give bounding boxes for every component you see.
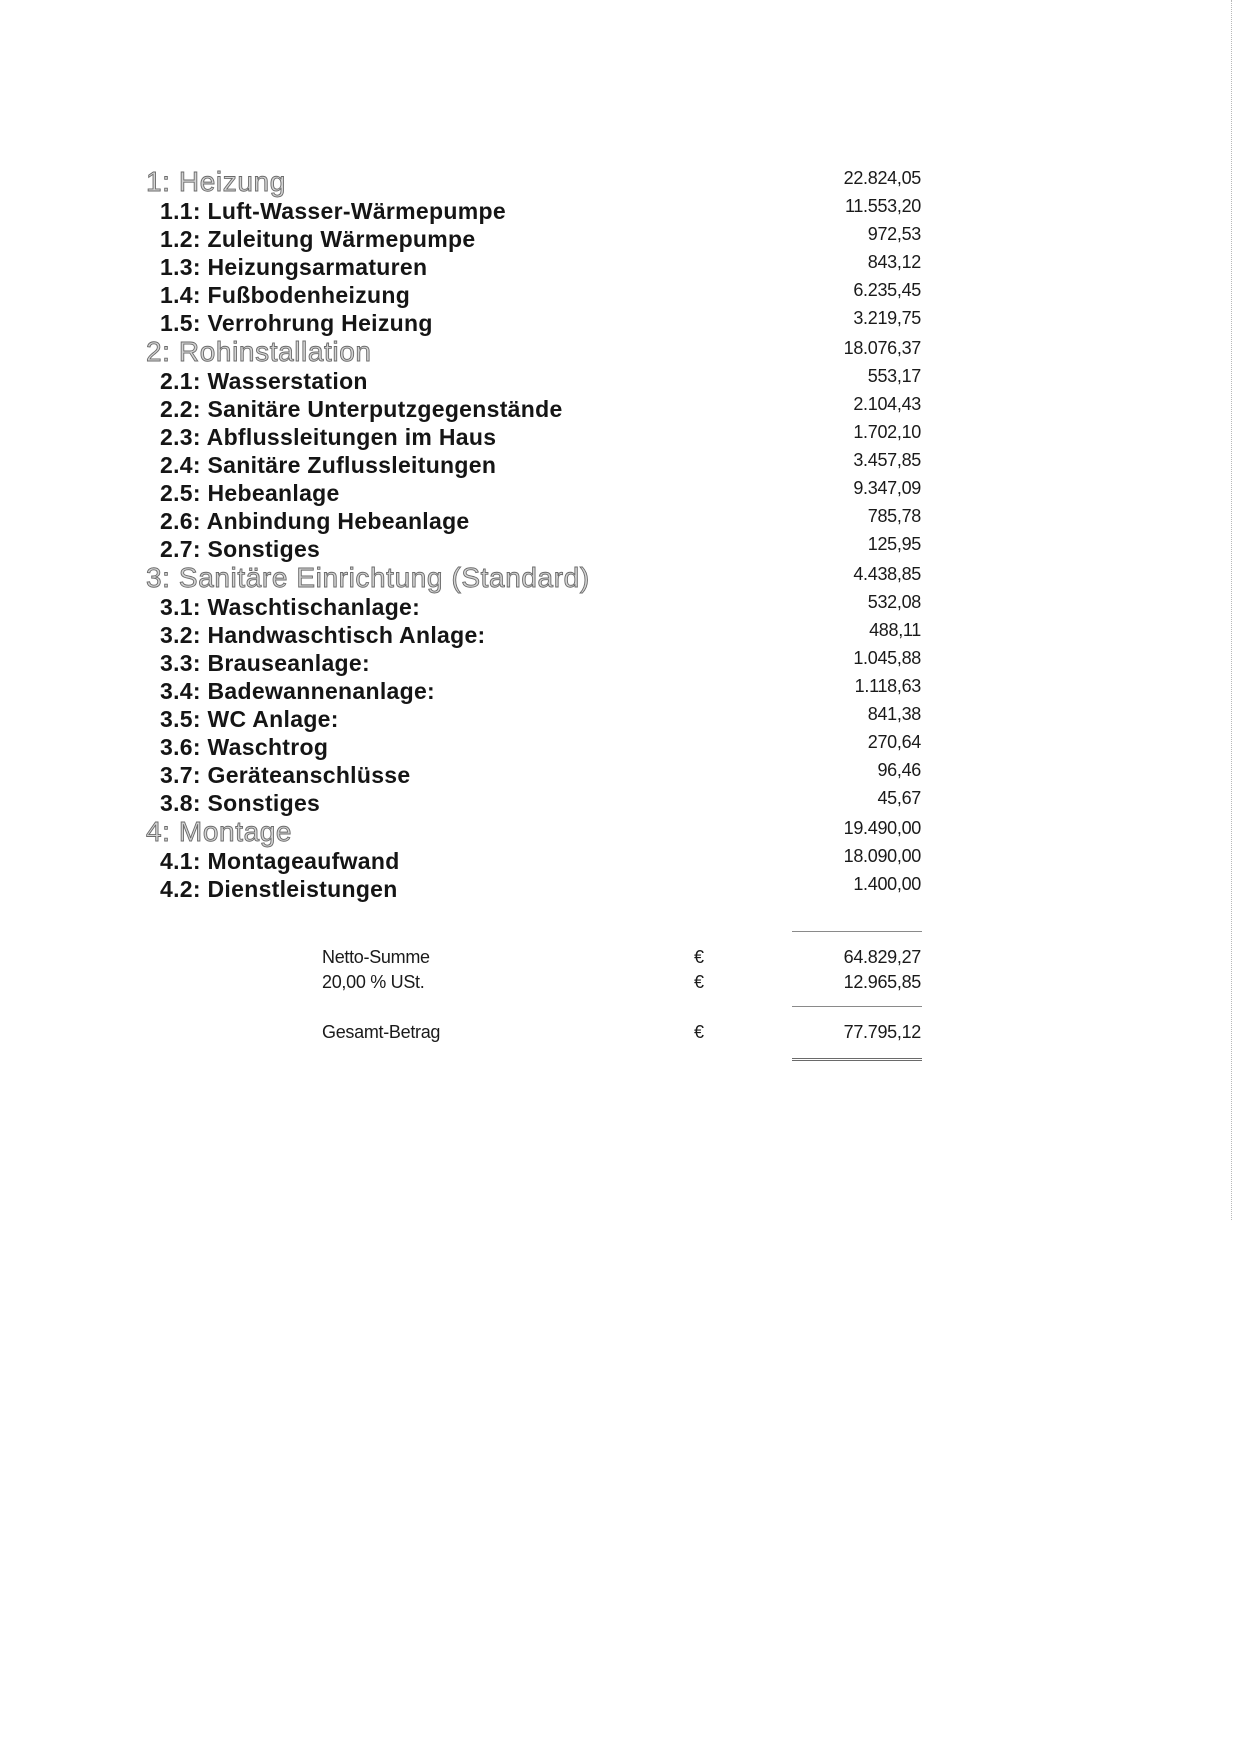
line-item-row (0, 846, 1241, 874)
ust-currency: € (694, 972, 705, 992)
section-amount: 22.824,05 (843, 168, 921, 188)
netto-summe-amount: 64.829,27 (843, 947, 921, 967)
line-item-label: 4.2: Dienstleistungen (160, 876, 398, 902)
line-item-row (0, 592, 1241, 620)
line-item-amount: 270,64 (867, 732, 921, 752)
line-item-label: 1.4: Fußbodenheizung (160, 282, 411, 308)
section-row (0, 818, 1241, 846)
line-item-label: 4.1: Montageaufwand (160, 848, 400, 874)
line-item-amount: 9.347,09 (853, 478, 921, 498)
section-title: 4: Montage (146, 816, 293, 847)
section-row (0, 338, 1241, 366)
line-item-label: 3.7: Geräteanschlüsse (160, 762, 411, 788)
gesamt-betrag-label: Gesamt-Betrag (322, 1022, 441, 1042)
line-item-row (0, 394, 1241, 422)
line-item-row (0, 224, 1241, 252)
line-item-label: 2.6: Anbindung Hebeanlage (160, 508, 470, 534)
line-item-label: 3.2: Handwaschtisch Anlage: (160, 622, 486, 648)
line-item-label: 3.3: Brauseanlage: (160, 650, 370, 676)
line-item-amount: 45,67 (877, 788, 921, 808)
line-item-row (0, 252, 1241, 280)
line-item-row (0, 506, 1241, 534)
line-item-amount: 1.702,10 (853, 422, 921, 442)
line-item-row (0, 788, 1241, 816)
line-item-row (0, 874, 1241, 902)
line-item-amount: 96,46 (877, 760, 921, 780)
line-item-label: 3.6: Waschtrog (160, 734, 329, 760)
line-item-row (0, 450, 1241, 478)
line-item-label: 2.4: Sanitäre Zuflussleitungen (160, 452, 497, 478)
line-item-amount: 1.118,63 (854, 676, 921, 696)
ust-label: 20,00 % USt. (322, 972, 425, 992)
cost-breakdown-list (0, 166, 1241, 902)
line-item-label: 3.4: Badewannenanlage: (160, 678, 436, 704)
section-row (0, 564, 1241, 592)
line-item-row (0, 760, 1241, 788)
line-item-amount: 553,17 (867, 366, 921, 386)
total-rule (792, 1006, 922, 1007)
line-item-amount: 11.553,20 (844, 196, 921, 216)
line-item-amount: 18.090,00 (843, 846, 921, 866)
final-double-rule (792, 1058, 922, 1061)
netto-summe-currency: € (694, 947, 705, 967)
line-item-amount: 532,08 (867, 592, 921, 612)
line-item-label: 3.5: WC Anlage: (160, 706, 339, 732)
line-item-amount: 3.219,75 (853, 308, 921, 328)
ust-row (0, 972, 1241, 992)
line-item-label: 2.1: Wasserstation (160, 368, 368, 394)
line-item-amount: 1.045,88 (853, 648, 921, 668)
line-item-row (0, 732, 1241, 760)
line-item-label: 2.7: Sonstiges (160, 536, 321, 562)
section-title: 3: Sanitäre Einrichtung (Standard) (146, 562, 590, 593)
line-item-amount: 2.104,43 (853, 394, 921, 414)
line-item-row (0, 196, 1241, 224)
gesamt-betrag-currency: € (694, 1022, 705, 1042)
line-item-row (0, 366, 1241, 394)
line-item-label: 2.3: Abflussleitungen im Haus (160, 424, 497, 450)
line-item-row (0, 676, 1241, 704)
line-item-amount: 6.235,45 (853, 280, 921, 300)
line-item-row (0, 478, 1241, 506)
ust-amount: 12.965,85 (843, 972, 921, 992)
section-title: 2: Rohinstallation (146, 336, 372, 367)
section-amount: 19.490,00 (843, 818, 921, 838)
line-item-label: 1.3: Heizungsarmaturen (160, 254, 428, 280)
line-item-amount: 125,95 (867, 534, 921, 554)
section-amount: 18.076,37 (843, 338, 921, 358)
section-title: 1: Heizung (146, 166, 286, 197)
line-item-amount: 843,12 (867, 252, 921, 272)
line-item-amount: 3.457,85 (853, 450, 921, 470)
line-item-label: 1.2: Zuleitung Wärmepumpe (160, 226, 476, 252)
line-item-row (0, 280, 1241, 308)
line-item-label: 2.5: Hebeanlage (160, 480, 340, 506)
line-item-amount: 972,53 (867, 224, 921, 244)
line-item-row (0, 308, 1241, 336)
line-item-amount: 785,78 (867, 506, 921, 526)
line-item-label: 3.1: Waschtischanlage: (160, 594, 421, 620)
line-item-label: 3.8: Sonstiges (160, 790, 321, 816)
line-item-row (0, 704, 1241, 732)
line-item-row (0, 648, 1241, 676)
gesamt-betrag-amount: 77.795,12 (843, 1022, 921, 1042)
line-item-row (0, 620, 1241, 648)
line-item-amount: 841,38 (867, 704, 921, 724)
section-row (0, 168, 1241, 196)
netto-summe-row (0, 947, 1241, 967)
gesamt-betrag-row (0, 1022, 1241, 1042)
line-item-label: 2.2: Sanitäre Unterputzgegenstände (160, 396, 563, 422)
subtotal-rule (792, 931, 922, 932)
line-item-amount: 488,11 (869, 620, 921, 640)
line-item-row (0, 422, 1241, 450)
line-item-label: 1.1: Luft-Wasser-Wärmepumpe (160, 198, 506, 224)
line-item-row (0, 534, 1241, 562)
line-item-amount: 1.400,00 (853, 874, 921, 894)
netto-summe-label: Netto-Summe (322, 947, 430, 967)
line-item-label: 1.5: Verrohrung Heizung (160, 310, 433, 336)
section-amount: 4.438,85 (853, 564, 921, 584)
